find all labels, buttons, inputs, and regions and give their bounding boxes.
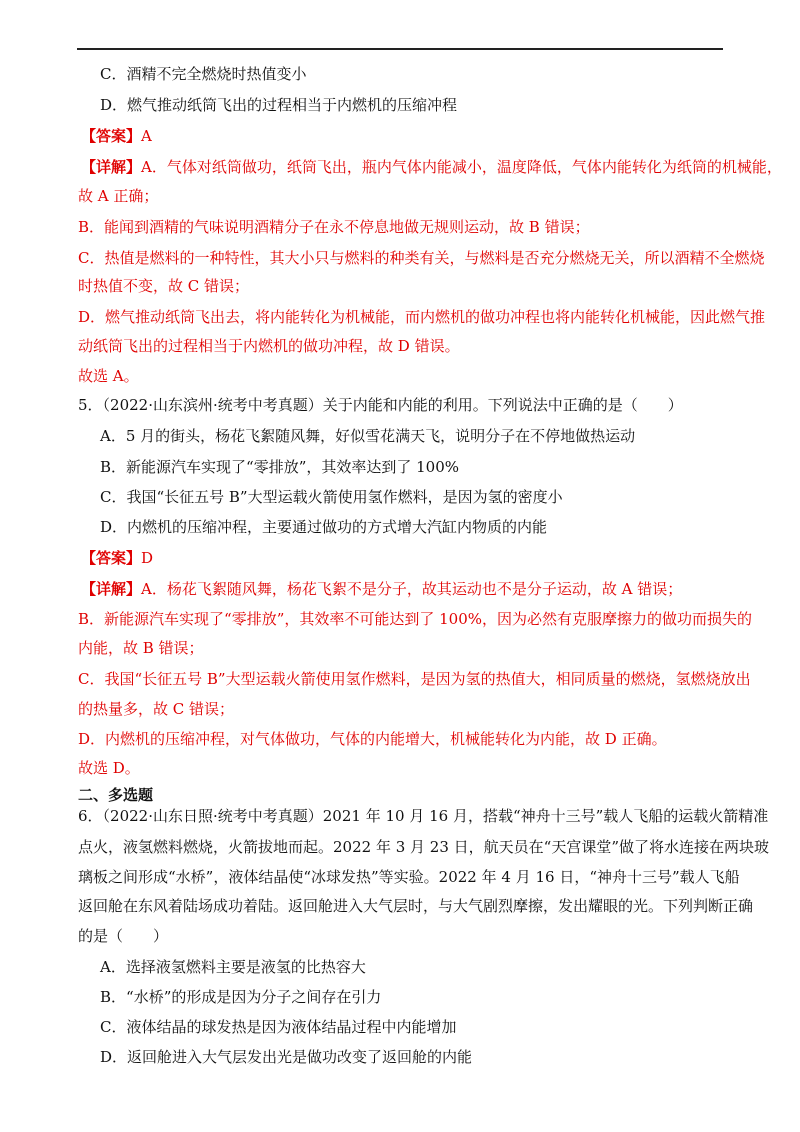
q6-option-d: D．返回舱进入大气层发出光是做功改变了返回舱的内能 bbox=[100, 1048, 473, 1066]
q5-detail-line: 内能，故 B 错误； bbox=[78, 639, 204, 657]
q5-detail-line: C．我国“长征五号 B”大型运载火箭使用氢作燃料，是因为氢的热值大，相同质量的燃烧，氢燃烧放出 bbox=[78, 670, 751, 688]
q6-option-b: B．“水桥”的形成是因为分子之间存在引力 bbox=[100, 988, 382, 1006]
answer-value: D bbox=[141, 549, 154, 567]
answer-tag: 【答案】 bbox=[81, 127, 142, 145]
q6-option-c: C．液体结晶的球发热是因为液体结晶过程中内能增加 bbox=[100, 1018, 457, 1036]
q4-detail-line: C．热值是燃料的一种特性，其大小只与燃料的种类有关，与燃料是否充分燃烧无关，所以酒精不全燃烧 bbox=[78, 249, 765, 267]
q6-stem-line: 璃板之间形成“水桥”，液体结晶使“冰球发热”等实验。2022 年 4 月 16 日，“神舟十三号”载人飞船 bbox=[78, 868, 740, 886]
q4-option-d: D．燃气推动纸筒飞出的过程相当于内燃机的压缩冲程 bbox=[100, 96, 458, 114]
q5-option-d: D．内燃机的压缩冲程，主要通过做功的方式增大汽缸内物质的内能 bbox=[100, 518, 548, 536]
answer-value: A bbox=[141, 127, 152, 145]
q4-detail-line: B．能闻到酒精的气味说明酒精分子在永不停息地做无规则运动，故 B 错误； bbox=[78, 218, 590, 236]
q6-stem-line: 的是（ ） bbox=[78, 927, 169, 945]
q5-option-b: B．新能源汽车实现了“零排放”，其效率达到了 100% bbox=[100, 458, 460, 476]
q6-stem-line: 点火，液氢燃料燃烧，火箭拔地而起。2022 年 3 月 23 日，航天员在“天宫课堂”做了将水连接在两块玻 bbox=[78, 838, 769, 856]
q4-detail-line: D．燃气推动纸筒飞出去，将内能转化为机械能，而内燃机的做功冲程也将内能转化机械能，因此燃气推 bbox=[78, 308, 766, 326]
q5-option-c: C．我国“长征五号 B”大型运载火箭使用氢作燃料，是因为氢的密度小 bbox=[100, 488, 563, 506]
q5-answer bbox=[81, 548, 153, 568]
section-title: 二、多选题 bbox=[78, 786, 154, 804]
header-rule bbox=[77, 48, 723, 50]
q6-stem-line: 6．（2022·山东日照·统考中考真题）2021 年 10 月 16 月，搭载“神舟十三号”载人飞船的运载火箭精准 bbox=[78, 807, 769, 825]
q4-detail-line: 故 A 正确； bbox=[78, 187, 159, 205]
q4-conclusion: 故选 A。 bbox=[78, 367, 139, 385]
q4-option-c: C．酒精不完全燃烧时热值变小 bbox=[100, 65, 307, 83]
q5-detail-line: B．新能源汽车实现了“零排放”，其效率不可能达到了 100%，因为必然有克服摩擦力的做功而损失的 bbox=[78, 610, 753, 628]
q5-detail-line: 【详解】A．杨花飞絮随风舞，杨花飞絮不是分子，故其运动也不是分子运动，故 A 错误； bbox=[81, 580, 683, 598]
q5-conclusion: 故选 D。 bbox=[78, 759, 140, 777]
q5-detail-line: 的热量多，故 C 错误； bbox=[78, 700, 235, 718]
q5-detail-line: D．内燃机的压缩冲程，对气体做功，气体的内能增大，机械能转化为内能，故 D 正确。 bbox=[78, 730, 667, 748]
q4-answer bbox=[81, 126, 152, 146]
q4-detail-line: 时热值不变，故 C 错误； bbox=[78, 277, 250, 295]
q4-detail-line: 【详解】A．气体对纸筒做功，纸筒飞出，瓶内气体内能减小，温度降低，气体内能转化为纸筒的机械能， bbox=[81, 158, 782, 176]
q6-stem-line: 返回舱在东风着陆场成功着陆。返回舱进入大气层时，与大气剧烈摩擦，发出耀眼的光。下列判断正确 bbox=[78, 897, 754, 915]
q4-detail-line: 动纸筒飞出的过程相当于内燃机的做功冲程，故 D 错误。 bbox=[78, 337, 460, 355]
detail-tag: 【详解】 bbox=[81, 580, 142, 598]
q6-option-a: A．选择液氢燃料主要是液氢的比热容大 bbox=[100, 958, 366, 976]
answer-tag: 【答案】 bbox=[81, 549, 142, 567]
q5-option-a: A．5 月的街头，杨花飞絮随风舞，好似雪花满天飞，说明分子在不停地做热运动 bbox=[100, 427, 636, 445]
detail-tag: 【详解】 bbox=[81, 158, 142, 176]
q5-stem: 5．（2022·山东滨州·统考中考真题）关于内能和内能的利用。下列说法中正确的是（ ） bbox=[78, 396, 683, 414]
